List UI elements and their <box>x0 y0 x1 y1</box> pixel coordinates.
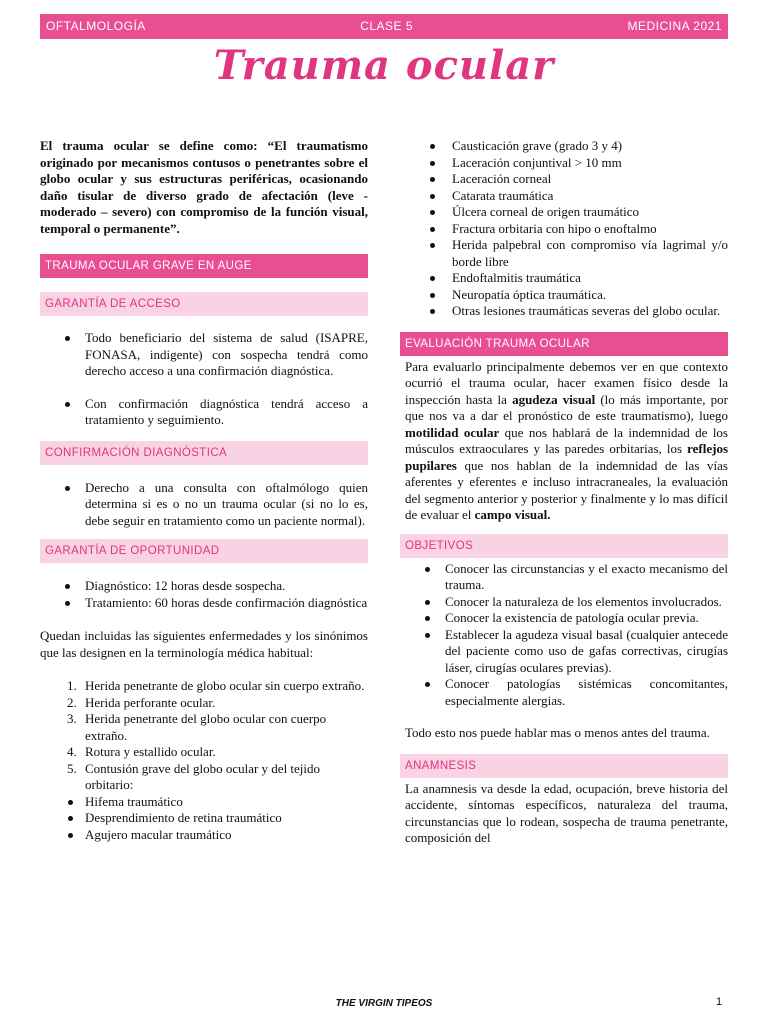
section-acceso-header: GARANTÍA DE ACCESO <box>40 292 368 316</box>
evaluacion-paragraph: Para evaluarlo principalmente debemos ver en que contexto ocurrió el trauma ocular, hacer examen físico desde la inspección hasta la agudeza visual (lo más importante, por que nos va a dar el pronóstico de este traumatismo), luego motilidad ocular que nos hablará de la indemnidad de los músculos extraoculares y las paredes orbitarias, los reflejos pupilares que nos hablan de la indemnidad de las vías aferentes y eferentes e incluso intracraneales, la evaluación del segmento anterior y posterior y finalmente y lo mas difícil de evaluar el campo visual. <box>405 358 729 522</box>
list-item: 3. Herida penetrante del globo ocular con cuerpo extraño. <box>67 711 327 743</box>
intro-paragraph: El trauma ocular se define como: “El traumatismo originado por mecanismos contusos o penetrantes sobre el globo ocular y sus estructuras periféricas, ocasionando daño tisular de diverso grado de afectación (leve - moderado – severo) con compromiso de la función visual, temporal o permanente”. <box>40 138 368 236</box>
section-evaluacion-header: EVALUACIÓN TRAUMA OCULAR <box>400 332 728 356</box>
left-column <box>40 138 368 843</box>
enfermedades-intro: Quedan incluidas las siguientes enfermedades y los sinónimos que las designen en la terminología médica habitual: <box>40 628 368 660</box>
section-auge-header: TRAUMA OCULAR GRAVE EN AUGE <box>40 254 368 278</box>
list-item: Otras lesiones traumáticas severas del globo ocular. <box>400 303 728 320</box>
enfermedades-list <box>40 678 368 794</box>
list-item: Derecho a una consulta con oftalmólogo quien determina si es o no un trauma ocular (si no lo es, debe seguir en tratamiento como un paciente normal). <box>40 480 368 530</box>
list-item: Herida palpebral con compromiso vía lagrimal y/o borde libre <box>400 237 728 270</box>
header-subject: OFTALMOLOGÍA <box>46 19 146 34</box>
list-item: 1. Herida penetrante de globo ocular sin cuerpo extraño. <box>67 678 365 693</box>
list-item: Catarata traumática <box>400 188 728 205</box>
section-objetivos-header: OBJETIVOS <box>400 534 728 558</box>
objetivos-list <box>400 561 728 710</box>
right-column <box>400 138 728 847</box>
list-item: Conocer la existencia de patología ocular previa. <box>400 610 728 627</box>
section-anamnesis-header: ANAMNESIS <box>400 754 728 778</box>
header-bar <box>40 14 728 39</box>
footer-brand: THE VIRGIN TIPEOS <box>335 998 433 1009</box>
section-confirmacion-header: CONFIRMACIÓN DIAGNÓSTICA <box>40 441 368 465</box>
section-oportunidad-header: GARANTÍA DE OPORTUNIDAD <box>40 539 368 563</box>
list-item: Causticación grave (grado 3 y 4) <box>400 138 728 155</box>
list-item: Con confirmación diagnóstica tendrá acceso a tratamiento y seguimiento. <box>40 396 368 429</box>
list-item: Diagnóstico: 12 horas desde sospecha. <box>40 578 368 595</box>
list-item: 2. Herida perforante ocular. <box>67 694 216 710</box>
list-item: Conocer patologías sistémicas concomitantes, especialmente alergias. <box>400 676 728 709</box>
list-item: Todo beneficiario del sistema de salud (ISAPRE, FONASA, indigente) con sospecha tendrá como derecho acceso a una confirmación diagnóstica. <box>40 330 368 380</box>
confirmacion-list <box>40 480 368 530</box>
list-item: Hifema traumático <box>40 794 368 811</box>
list-item: Conocer las circunstancias y el exacto mecanismo del trauma. <box>400 561 728 594</box>
page-number: 1 <box>716 996 723 1008</box>
header-course: MEDICINA 2021 <box>627 19 722 34</box>
oportunidad-list <box>40 578 368 611</box>
list-item: Laceración corneal <box>400 171 728 188</box>
list-item: 4. Rotura y estallido ocular. <box>67 744 216 759</box>
list-item: Tratamiento: 60 horas desde confirmación diagnóstica <box>40 595 368 612</box>
contusion-continued-list <box>400 138 728 320</box>
list-item: Endoftalmitis traumática <box>400 270 728 287</box>
objetivos-note: Todo esto nos puede hablar mas o menos antes del trauma. <box>405 725 710 740</box>
list-item: Neuropatía óptica traumática. <box>400 287 728 304</box>
list-item: Desprendimiento de retina traumático <box>40 810 368 827</box>
list-item: 5. Contusión grave del globo ocular y del tejido orbitario: <box>67 760 321 792</box>
list-item: Fractura orbitaria con hipo o enoftalmo <box>400 221 728 238</box>
list-item: Laceración conjuntival > 10 mm <box>400 155 728 172</box>
list-item: Úlcera corneal de origen traumático <box>400 204 728 221</box>
list-item: Agujero macular traumático <box>40 827 368 844</box>
header-class: CLASE 5 <box>360 19 414 34</box>
anamnesis-paragraph: La anamnesis va desde la edad, ocupación, breve historia del accidente, síntomas específicos, naturaleza del trauma, circunstancias que lo rodean, sospecha de trauma penetrante, composición del <box>405 780 728 845</box>
list-item: Conocer la naturaleza de los elementos involucrados. <box>400 594 728 611</box>
contusion-sublist <box>40 794 368 844</box>
acceso-list <box>40 330 368 429</box>
page-title: Trauma ocular <box>213 42 555 89</box>
list-item: Establecer la agudeza visual basal (cualquier antecede del paciente como uso de gafas correctivas, cirugías láser, cirugías oculares previas). <box>400 627 728 677</box>
